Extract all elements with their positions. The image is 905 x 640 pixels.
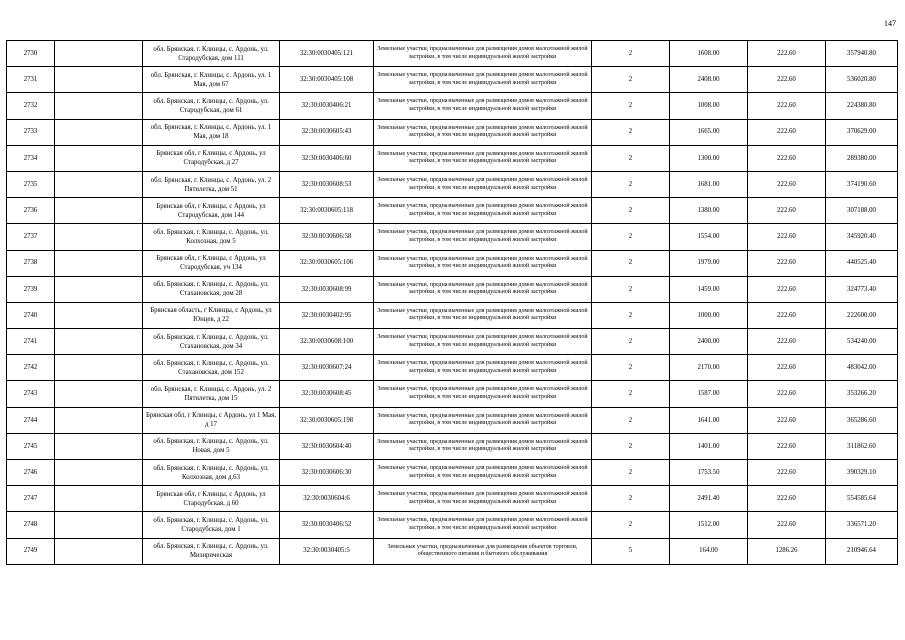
- area-cell: 2170.00: [670, 355, 748, 381]
- group-code-cell: 2: [592, 355, 670, 381]
- row-number-cell: 2743: [7, 381, 55, 407]
- land-use-cell: Земельные участки, предназначенные для размещения домов малоэтажной жилой застройки, в том числе индивидуальной жилой застройки: [374, 329, 592, 355]
- unit-price-cell: 222.60: [748, 460, 826, 486]
- table-row: [7, 329, 898, 355]
- cadastral-value-cell: 440525.40: [826, 250, 898, 276]
- table-row: [7, 250, 898, 276]
- empty-cell: [55, 171, 143, 197]
- unit-price-cell: 222.60: [748, 198, 826, 224]
- cadastral-number-cell: 32:30:0030607:24: [280, 355, 374, 381]
- row-number-cell: 2734: [7, 145, 55, 171]
- group-code-cell: 2: [592, 302, 670, 328]
- unit-price-cell: 222.60: [748, 145, 826, 171]
- area-cell: 1401.00: [670, 433, 748, 459]
- group-code-cell: 2: [592, 486, 670, 512]
- area-cell: 1008.00: [670, 93, 748, 119]
- unit-price-cell: 222.60: [748, 512, 826, 538]
- land-use-cell: Земельные участки, предназначенные для размещения домов малоэтажной жилой застройки, в том числе индивидуальной жилой застройки: [374, 407, 592, 433]
- land-use-cell: Земельные участки, предназначенные для размещения домов малоэтажной жилой застройки, в том числе индивидуальной жилой застройки: [374, 224, 592, 250]
- row-number-cell: 2741: [7, 329, 55, 355]
- table-row: [7, 198, 898, 224]
- area-cell: 2400.00: [670, 329, 748, 355]
- land-use-cell: Земельные участки, предназначенные для размещения домов малоэтажной жилой застройки, в том числе индивидуальной жилой застройки: [374, 512, 592, 538]
- empty-cell: [55, 119, 143, 145]
- area-cell: 1665.00: [670, 119, 748, 145]
- cadastral-value-cell: 307188.00: [826, 198, 898, 224]
- unit-price-cell: 222.60: [748, 276, 826, 302]
- cadastral-number-cell: 32:30:0030608:53: [280, 171, 374, 197]
- row-number-cell: 2747: [7, 486, 55, 512]
- group-code-cell: 2: [592, 93, 670, 119]
- area-cell: 1000.00: [670, 302, 748, 328]
- cadastral-value-cell: 483042.00: [826, 355, 898, 381]
- empty-cell: [55, 329, 143, 355]
- unit-price-cell: 222.60: [748, 67, 826, 93]
- empty-cell: [55, 67, 143, 93]
- row-number-cell: 2731: [7, 67, 55, 93]
- unit-price-cell: 1286.26: [748, 538, 826, 564]
- empty-cell: [55, 486, 143, 512]
- table-row: [7, 276, 898, 302]
- cadastral-value-cell: 336571.20: [826, 512, 898, 538]
- cadastral-number-cell: 32:30:0030604:40: [280, 433, 374, 459]
- cadastral-number-cell: 32:30:0030605:198: [280, 407, 374, 433]
- cadastral-number-cell: 32:30:0030406:21: [280, 93, 374, 119]
- group-code-cell: 2: [592, 512, 670, 538]
- cadastral-number-cell: 32:30:0030405:121: [280, 41, 374, 67]
- land-use-cell: Земельные участки, предназначенные для размещения домов малоэтажной жилой застройки, в том числе индивидуальной жилой застройки: [374, 145, 592, 171]
- cadastral-value-cell: 345920.40: [826, 224, 898, 250]
- area-cell: 1459.00: [670, 276, 748, 302]
- group-code-cell: 2: [592, 119, 670, 145]
- row-number-cell: 2733: [7, 119, 55, 145]
- land-use-cell: Земельные участки, предназначенные для размещения домов малоэтажной жилой застройки, в том числе индивидуальной жилой застройки: [374, 486, 592, 512]
- row-number-cell: 2748: [7, 512, 55, 538]
- group-code-cell: 2: [592, 171, 670, 197]
- table-row: [7, 119, 898, 145]
- cadastral-number-cell: 32:30:0030606:30: [280, 460, 374, 486]
- empty-cell: [55, 93, 143, 119]
- area-cell: 1681.00: [670, 171, 748, 197]
- group-code-cell: 2: [592, 276, 670, 302]
- empty-cell: [55, 512, 143, 538]
- empty-cell: [55, 198, 143, 224]
- empty-cell: [55, 460, 143, 486]
- address-cell: обл. Брянская, г. Клинцы, с. Ардонь, ул. Стародубская, дом 111: [143, 41, 280, 67]
- table-row: [7, 145, 898, 171]
- row-number-cell: 2739: [7, 276, 55, 302]
- area-cell: 1587.00: [670, 381, 748, 407]
- land-use-cell: Земельные участки, предназначенные для размещения домов малоэтажной жилой застройки, в том числе индивидуальной жилой застройки: [374, 302, 592, 328]
- area-cell: 1554.00: [670, 224, 748, 250]
- cadastral-value-cell: 554585.64: [826, 486, 898, 512]
- address-cell: обл. Брянская, г. Клинцы, с. Ардонь, ул. Колхозная, дом 5: [143, 224, 280, 250]
- group-code-cell: 2: [592, 145, 670, 171]
- row-number-cell: 2744: [7, 407, 55, 433]
- table-row: [7, 512, 898, 538]
- unit-price-cell: 222.60: [748, 119, 826, 145]
- unit-price-cell: 222.60: [748, 302, 826, 328]
- address-cell: обл. Брянская, г. Клинцы, с. Ардонь, ул. 1 Мая, дом 67: [143, 67, 280, 93]
- empty-cell: [55, 433, 143, 459]
- address-cell: обл. Брянская, г. Клинцы, с. Ардонь, ул. Новая, дом 5: [143, 433, 280, 459]
- address-cell: обл. Брянская, г. Клинцы, с. Ардонь, ул. Стахановская, дом 152: [143, 355, 280, 381]
- table-row: [7, 302, 898, 328]
- row-number-cell: 2732: [7, 93, 55, 119]
- table-row: [7, 224, 898, 250]
- cadastral-value-cell: 224380.80: [826, 93, 898, 119]
- address-cell: обл. Брянская, г. Клинцы, с. Ардонь, ул. Мизирическая: [143, 538, 280, 564]
- group-code-cell: 2: [592, 381, 670, 407]
- empty-cell: [55, 145, 143, 171]
- address-cell: обл. Брянская, г. Клинцы, с. Ардонь, ул. Стахановская, дом 28: [143, 276, 280, 302]
- row-number-cell: 2736: [7, 198, 55, 224]
- cadastral-number-cell: 32:30:0030605:106: [280, 250, 374, 276]
- unit-price-cell: 222.60: [748, 407, 826, 433]
- area-cell: 1641.00: [670, 407, 748, 433]
- land-use-cell: Земельные участки, предназначенные для размещения домов малоэтажной жилой застройки, в том числе индивидуальной жилой застройки: [374, 171, 592, 197]
- cadastral-number-cell: 32:30:0030604:6: [280, 486, 374, 512]
- cadastral-number-cell: 32:30:0030605:118: [280, 198, 374, 224]
- empty-cell: [55, 41, 143, 67]
- area-cell: 1380.00: [670, 198, 748, 224]
- cadastral-number-cell: 32:30:0030402:95: [280, 302, 374, 328]
- empty-cell: [55, 355, 143, 381]
- empty-cell: [55, 276, 143, 302]
- area-cell: 164.00: [670, 538, 748, 564]
- row-number-cell: 2745: [7, 433, 55, 459]
- unit-price-cell: 222.60: [748, 329, 826, 355]
- land-registry-table: [6, 40, 898, 565]
- row-number-cell: 2735: [7, 171, 55, 197]
- land-use-cell: Земельные участки, предназначенные для размещения домов малоэтажной жилой застройки, в том числе индивидуальной жилой застройки: [374, 276, 592, 302]
- cadastral-value-cell: 311862.60: [826, 433, 898, 459]
- group-code-cell: 2: [592, 198, 670, 224]
- group-code-cell: 2: [592, 460, 670, 486]
- land-use-cell: Земельные участки, предназначенные для размещения домов малоэтажной жилой застройки, в том числе индивидуальной жилой застройки: [374, 250, 592, 276]
- cadastral-value-cell: 374190.60: [826, 171, 898, 197]
- cadastral-value-cell: 536020.80: [826, 67, 898, 93]
- land-use-cell: Земельные участки, предназначенные для размещения домов малоэтажной жилой застройки, в том числе индивидуальной жилой застройки: [374, 433, 592, 459]
- unit-price-cell: 222.60: [748, 355, 826, 381]
- area-cell: 1300.00: [670, 145, 748, 171]
- area-cell: 1608.00: [670, 41, 748, 67]
- row-number-cell: 2737: [7, 224, 55, 250]
- cadastral-value-cell: 222600.00: [826, 302, 898, 328]
- cadastral-value-cell: 357940.80: [826, 41, 898, 67]
- area-cell: 2408.00: [670, 67, 748, 93]
- group-code-cell: 2: [592, 41, 670, 67]
- group-code-cell: 2: [592, 224, 670, 250]
- unit-price-cell: 222.60: [748, 433, 826, 459]
- empty-cell: [55, 224, 143, 250]
- cadastral-number-cell: 32:30:0030608:45: [280, 381, 374, 407]
- group-code-cell: 2: [592, 433, 670, 459]
- group-code-cell: 2: [592, 407, 670, 433]
- cadastral-number-cell: 32:30:0030608:99: [280, 276, 374, 302]
- address-cell: Брянская обл, г Клинцы, с Ардонь, ул Стародубская, дом 144: [143, 198, 280, 224]
- cadastral-number-cell: 32:30:0030405:5: [280, 538, 374, 564]
- area-cell: 1753.50: [670, 460, 748, 486]
- unit-price-cell: 222.60: [748, 171, 826, 197]
- cadastral-value-cell: 210946.64: [826, 538, 898, 564]
- row-number-cell: 2746: [7, 460, 55, 486]
- table-row: [7, 41, 898, 67]
- table-row: [7, 171, 898, 197]
- cadastral-value-cell: 365286.60: [826, 407, 898, 433]
- area-cell: 2491.40: [670, 486, 748, 512]
- land-use-cell: Земельные участки, предназначенные для размещения объектов торговли, общественного питания и бытового обслуживания: [374, 538, 592, 564]
- empty-cell: [55, 407, 143, 433]
- unit-price-cell: 222.60: [748, 224, 826, 250]
- area-cell: 1512.00: [670, 512, 748, 538]
- table-row: [7, 433, 898, 459]
- group-code-cell: 2: [592, 67, 670, 93]
- page-number: 147: [884, 19, 896, 28]
- empty-cell: [55, 381, 143, 407]
- cadastral-value-cell: 353266.20: [826, 381, 898, 407]
- empty-cell: [55, 250, 143, 276]
- table-row: [7, 486, 898, 512]
- address-cell: обл. Брянская, г. Клинцы, с. Ардонь, ул. Стародубская, дом 1: [143, 512, 280, 538]
- cadastral-number-cell: 32:30:0030608:100: [280, 329, 374, 355]
- cadastral-number-cell: 32:30:0030406:52: [280, 512, 374, 538]
- table-row: [7, 355, 898, 381]
- row-number-cell: 2738: [7, 250, 55, 276]
- land-use-cell: Земельные участки, предназначенные для размещения домов малоэтажной жилой застройки, в том числе индивидуальной жилой застройки: [374, 119, 592, 145]
- address-cell: обл. Брянская, г. Клинцы, с. Ардонь, ул. Колхозная, дом д.63: [143, 460, 280, 486]
- address-cell: Брянская обл, г Клинцы, с Ардонь, ул Стародубская, д 27: [143, 145, 280, 171]
- cadastral-number-cell: 32:30:0030605:43: [280, 119, 374, 145]
- row-number-cell: 2742: [7, 355, 55, 381]
- cadastral-value-cell: 370629.00: [826, 119, 898, 145]
- empty-cell: [55, 302, 143, 328]
- land-use-cell: Земельные участки, предназначенные для размещения домов малоэтажной жилой застройки, в том числе индивидуальной жилой застройки: [374, 381, 592, 407]
- land-use-cell: Земельные участки, предназначенные для размещения домов малоэтажной жилой застройки, в том числе индивидуальной жилой застройки: [374, 198, 592, 224]
- unit-price-cell: 222.60: [748, 41, 826, 67]
- address-cell: Брянская обл, г Клинцы, с Ардонь, ул 1 Мая, д 17: [143, 407, 280, 433]
- cadastral-number-cell: 32:30:0030406:60: [280, 145, 374, 171]
- unit-price-cell: 222.60: [748, 486, 826, 512]
- table-row: [7, 538, 898, 564]
- land-use-cell: Земельные участки, предназначенные для размещения домов малоэтажной жилой застройки, в том числе индивидуальной жилой застройки: [374, 460, 592, 486]
- area-cell: 1979.00: [670, 250, 748, 276]
- land-use-cell: Земельные участки, предназначенные для размещения домов малоэтажной жилой застройки, в том числе индивидуальной жилой застройки: [374, 93, 592, 119]
- land-use-cell: Земельные участки, предназначенные для размещения домов малоэтажной жилой застройки, в том числе индивидуальной жилой застройки: [374, 355, 592, 381]
- table-row: [7, 93, 898, 119]
- table-row: [7, 460, 898, 486]
- cadastral-number-cell: 32:30:0030606:58: [280, 224, 374, 250]
- table-row: [7, 407, 898, 433]
- address-cell: обл. Брянская, г. Клинцы, с. Ардонь, ул. Стахановская, дом 34: [143, 329, 280, 355]
- row-number-cell: 2749: [7, 538, 55, 564]
- land-use-cell: Земельные участки, предназначенные для размещения домов малоэтажной жилой застройки, в том числе индивидуальной жилой застройки: [374, 67, 592, 93]
- table-row: [7, 67, 898, 93]
- table-row: [7, 381, 898, 407]
- cadastral-value-cell: 390329.10: [826, 460, 898, 486]
- unit-price-cell: 222.60: [748, 250, 826, 276]
- address-cell: Брянская обл, г Клинцы, с Ардонь, ул Стародубская, д 60: [143, 486, 280, 512]
- cadastral-value-cell: 324773.40: [826, 276, 898, 302]
- address-cell: обл. Брянская, г. Клинцы, с. Ардонь, ул. 2 Пятилетка, дом 15: [143, 381, 280, 407]
- cadastral-value-cell: 534240.00: [826, 329, 898, 355]
- row-number-cell: 2740: [7, 302, 55, 328]
- address-cell: обл. Брянская, г. Клинцы, с. Ардонь, ул. 1 Мая, дом 18: [143, 119, 280, 145]
- row-number-cell: 2730: [7, 41, 55, 67]
- unit-price-cell: 222.60: [748, 93, 826, 119]
- group-code-cell: 5: [592, 538, 670, 564]
- land-use-cell: Земельные участки, предназначенные для размещения домов малоэтажной жилой застройки, в том числе индивидуальной жилой застройки: [374, 41, 592, 67]
- address-cell: обл. Брянская, г. Клинцы, с. Ардонь, ул. Стародубская, дом 61: [143, 93, 280, 119]
- cadastral-number-cell: 32:30:0030405:108: [280, 67, 374, 93]
- address-cell: обл. Брянская, г. Клинцы, с. Ардонь, ул. 2 Пятилетка, дом 51: [143, 171, 280, 197]
- address-cell: Брянская область, г Клинцы, с Ардонь, ул Юнцев, д 22: [143, 302, 280, 328]
- group-code-cell: 2: [592, 250, 670, 276]
- empty-cell: [55, 538, 143, 564]
- group-code-cell: 2: [592, 329, 670, 355]
- unit-price-cell: 222.60: [748, 381, 826, 407]
- cadastral-value-cell: 289380.00: [826, 145, 898, 171]
- address-cell: Брянская обл, г Клинцы, с Ардонь, ул Стародубская, уч 134: [143, 250, 280, 276]
